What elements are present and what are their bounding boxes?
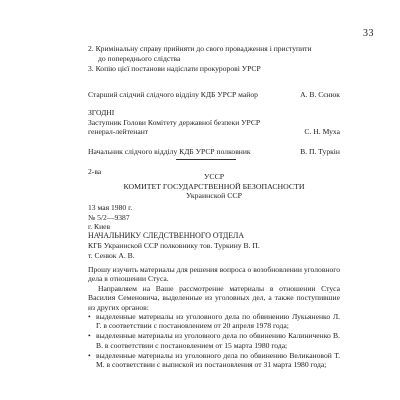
head-name: В. П. Туркін (300, 147, 340, 156)
materials-list (88, 312, 340, 370)
signature-senior-investigator (88, 90, 340, 99)
addressee-line-3: т. Сенюк А. В. (88, 250, 135, 260)
list-item: • выделенные материалы из уголовного дела по обвинению Великановой Т. М. в соответствии с выпиской из постановления от 31 марта 1980 года; (88, 351, 340, 370)
doc-marker: 2-ва (88, 167, 102, 176)
point-2-line-1: 2. Кримінальну справу прийняти до свого провадження і приступити (88, 44, 312, 53)
deputy-name: С. Н. Муха (304, 127, 340, 136)
senior-investigator-title: Старший слідчий слідчого відділу КДБ УРСР майор (88, 90, 258, 99)
header-line-3: Украинской ССР (186, 191, 242, 201)
addressee-line-1: НАЧАЛЬНИКУ СЛЕДСТВЕННОГО ОТДЕЛА (88, 231, 245, 240)
deputy-title-line-1: Заступник Голови Комітету державної безпеки УРСР (88, 117, 261, 127)
letter-number: № 5/2—9387 (88, 212, 130, 222)
point-3: 3. Копію цієї постанови надіслати прокуророві УРСР (88, 64, 261, 73)
header-line-1: УССР (203, 172, 225, 181)
letter-city: г. Киев (88, 222, 111, 231)
signature-deputy (88, 127, 340, 136)
letter-header (88, 172, 340, 201)
point-2-line-2: до попереднього слідства (98, 53, 181, 63)
senior-investigator-name: А. В. Сєнюк (300, 90, 340, 99)
addressee-line-2: КГБ Украинской ССР полковнику тов. Туркину В. П. (88, 241, 260, 250)
header-line-2: КОМИТЕТ ГОСУДАРСТВЕННОЙ БЕЗОПАСНОСТИ (123, 181, 305, 191)
agreed-label: ЗГОДНІ (88, 108, 115, 117)
head-title: Начальник слідчого відділу КДБ УРСР полковник (88, 147, 251, 156)
body-paragraph-2: Направляем на Ваше рассмотрение материалы в отношении Стуса Василия Семеновича, выделенные из уголовных дел, а также поступившие из других органов: (88, 284, 340, 312)
section-divider (176, 159, 236, 160)
letter-date: 13 мая 1980 г. (88, 203, 133, 212)
page-number: 33 (363, 28, 374, 39)
list-item: • выделенные материалы из уголовного дела по обвинению Калиниченко В. В. в соответствии с постановлением от 15 марта 1980 года; (88, 331, 340, 350)
deputy-title-line-2: генерал-лейтенант (88, 127, 149, 136)
signature-head (88, 147, 340, 156)
list-item: • выделенные материалы из уголовного дела по обвинению Лукьяненко Л. Г. в соответствии с постановлением от 20 апреля 1978 года; (88, 312, 340, 331)
body-paragraph-1: Прошу изучить материалы для решения вопроса о возобновлении уголовного дела в отношении Стуса. (88, 265, 340, 284)
